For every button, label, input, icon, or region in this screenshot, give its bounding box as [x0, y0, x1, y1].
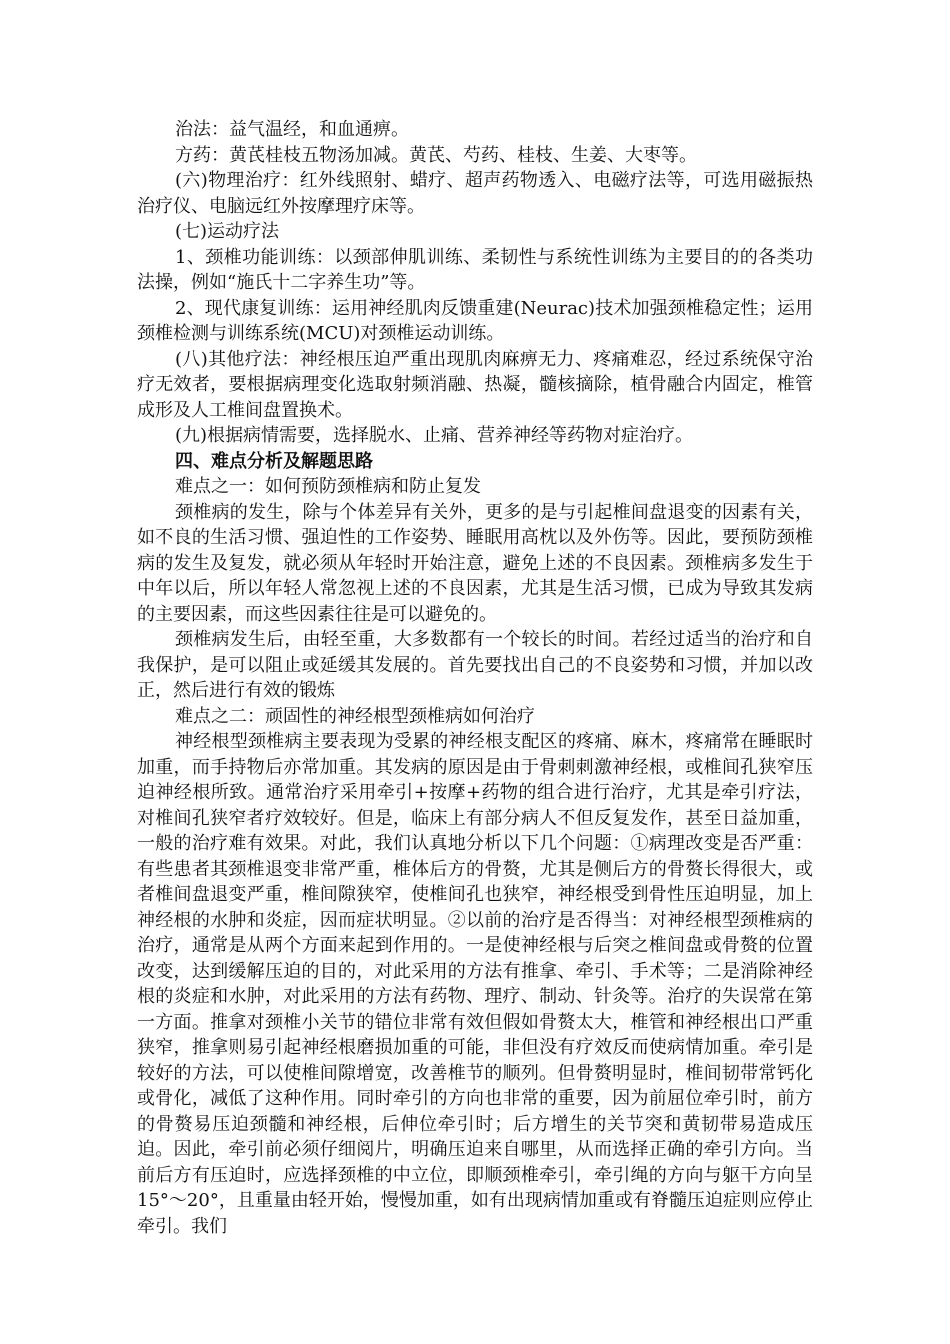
physical-therapy-paragraph: (六)物理治疗：红外线照射、蜡疗、超声药物透入、电磁疗法等，可选用磁振热治疗仪、电脑远红外按摩理疗床等。 [137, 170, 813, 217]
radiculopathy-paragraph: 神经根型颈椎病主要表现为受累的神经根支配区的疼痛、麻木，疼痛常在睡眠时加重，而手持物后亦常加重。其发病的原因是由于骨刺刺激神经根，或椎间孔狭窄压迫神经根所致。通常治疗采用牵引+按摩+药物的组合进行治疗，尤其是牵引疗法，对椎间孔狭窄者疗效较好。但是，临床上有部分病人不但反复发作，甚至日益加重，一般的治疗难有效果。对此，我们认真地分析以下几个问题：①病理改变是否严重：有些患者其颈椎退变非常严重，椎体后方的骨赘，尤其是侧后方的骨赘长得很大，或者椎间盘退变严重，椎间隙狭窄，使椎间孔也狭窄，神经根受到骨性压迫明显，加上神经根的水肿和炎症，因而症状明显。②以前的治疗是否得当：对神经根型颈椎病的治疗，通常是从两个方面来起到作用的。一是使神经根与后突之椎间盘或骨赘的位置改变，达到缓解压迫的目的，对此采用的方法有推拿、牵引、手术等；二是消除神经根的炎症和水肿，对此采用的方法有药物、理疗、制动、针灸等。治疗的失误常在第一方面。推拿对颈椎小关节的错位非常有效但假如骨赘太大，椎管和神经根出口严重狭窄，推拿则易引起神经根磨损加重的可能，非但没有疗效反而使病情加重。牵引是较好的方法，可以使椎间隙增宽，改善椎节的顺列。但骨赘明显时，椎间韧带常钙化或骨化，减低了这种作用。同时牵引的方向也非常的重要，因为前屈位牵引时，前方的骨赘易压迫颈髓和神经根，后伸位牵引时；后方增生的关节突和黄韧带易造成压迫。因此，牵引前必须仔细阅片，明确压迫来自哪里，从而选择正确的牵引方向。当前后方有压迫时，应选择颈椎的中立位，即顺颈椎牵引，牵引绳的方向与躯干方向呈15°～20°，且重量由轻开始，慢慢加重，如有出现病情加重或有脊髓压迫症则应停止牵引。我们 [137, 731, 813, 1237]
document-body [137, 117, 813, 1239]
prevention-paragraph: 颈椎病的发生，除与个体差异有关外，更多的是与引起椎间盘退变的因素有关，如不良的生活习惯、强迫性的工作姿势、睡眠用高枕以及外伤等。因此，要预防颈椎病的发生及复发，就必须从年轻时开始注意，避免上述的不良因素。颈椎病多发生于中年以后，所以年轻人常忽视上述的不良因素，尤其是生活习惯，已成为导致其发病的主要因素，而这些因素往往是可以避免的。 [137, 501, 813, 625]
medication-paragraph: (九)根据病情需要，选择脱水、止痛、营养神经等药物对症治疗。 [175, 425, 694, 446]
cervical-function-training-paragraph: 1、颈椎功能训练：以颈部伸肌训练、柔韧性与系统性训练为主要目的的各类功法操，例如“施氏十二字养生功”等。 [137, 246, 813, 293]
other-therapies-paragraph: (八)其他疗法：神经根压迫严重出现肌肉麻痹无力、疼痛难忍，经过系统保守治疗无效者，要根据病理变化选取射频消融、热凝，髓核摘除，植骨融合内固定，椎管成形及人工椎间盘置换术。 [137, 348, 813, 421]
prescription-line: 方药：黄芪桂枝五物汤加减。黄芪、芍药、桂枝、生姜、大枣等。 [175, 144, 697, 166]
treatment-method-line: 治法：益气温经，和血通痹。 [175, 119, 409, 140]
modern-rehab-training-paragraph: 2、现代康复训练：运用神经肌肉反馈重建(Neurac)技术加强颈椎稳定性；运用颈椎检测与训练系统(MCU)对颈椎运动训练。 [137, 297, 813, 344]
difficulty-two-title: 难点之二：顽固性的神经根型颈椎病如何治疗 [175, 705, 535, 727]
difficulty-one-title: 难点之一：如何预防颈椎病和防止复发 [175, 476, 481, 497]
exercise-therapy-heading: (七)运动疗法 [175, 221, 280, 242]
progression-paragraph: 颈椎病发生后，由轻至重，大多数都有一个较长的时间。若经过适当的治疗和自我保护，是可以阻止或延缓其发展的。首先要找出自己的不良姿势和习惯，并加以改正，然后进行有效的锻炼 [137, 629, 813, 701]
section-heading: 四、难点分析及解题思路 [175, 450, 373, 472]
